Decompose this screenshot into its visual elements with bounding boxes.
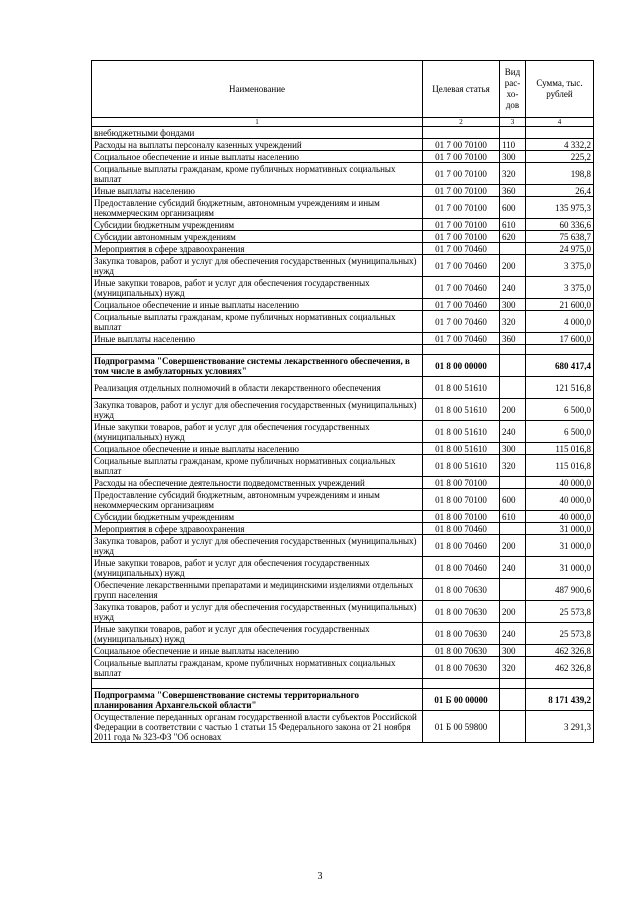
row-target-article [423, 345, 500, 355]
spacer-row [92, 679, 594, 689]
row-target-article: 01 8 00 70630 [423, 623, 500, 645]
row-sum: 462 326,8 [526, 657, 594, 679]
row-sum: 40 000,0 [526, 477, 594, 489]
row-target-article: 01 7 00 70100 [423, 219, 500, 231]
row-target-article: 01 8 00 70100 [423, 511, 500, 523]
table-row [92, 311, 594, 333]
row-sum [526, 127, 594, 139]
row-expense-kind [500, 127, 526, 139]
row-expense-kind: 600 [500, 489, 526, 511]
row-expense-kind [500, 711, 526, 743]
row-target-article: 01 7 00 70100 [423, 151, 500, 163]
row-name: Иные закупки товаров, работ и услуг для обеспечения государственных (муниципальных) нужд [92, 623, 423, 645]
row-sum: 115 016,8 [526, 455, 594, 477]
row-sum: 4 000,0 [526, 311, 594, 333]
row-sum: 25 573,8 [526, 623, 594, 645]
row-expense-kind: 320 [500, 311, 526, 333]
row-target-article: 01 8 00 51610 [423, 421, 500, 443]
row-expense-kind: 240 [500, 421, 526, 443]
row-expense-kind [500, 689, 526, 711]
row-expense-kind: 300 [500, 443, 526, 455]
row-expense-kind: 600 [500, 197, 526, 219]
row-expense-kind: 240 [500, 623, 526, 645]
row-expense-kind: 200 [500, 399, 526, 421]
row-target-article: 01 7 00 70460 [423, 277, 500, 299]
row-name: Социальные выплаты гражданам, кроме публичных нормативных социальных выплат [92, 311, 423, 333]
row-sum: 225,2 [526, 151, 594, 163]
table-row [92, 511, 594, 523]
row-target-article: 01 7 00 70100 [423, 231, 500, 243]
row-name: Иные выплаты населению [92, 333, 423, 345]
row-expense-kind [500, 679, 526, 689]
row-name [92, 345, 423, 355]
row-name: Закупка товаров, работ и услуг для обеспечения государственных (муниципальных) нужд [92, 535, 423, 557]
row-name: Социальные выплаты гражданам, кроме публичных нормативных социальных выплат [92, 163, 423, 185]
row-sum: 21 600,0 [526, 299, 594, 311]
row-name: Субсидии бюджетным учреждениям [92, 511, 423, 523]
row-target-article: 01 8 00 70460 [423, 557, 500, 579]
row-sum: 6 500,0 [526, 399, 594, 421]
header-sum: Сумма, тыс. рублей [526, 61, 594, 118]
table-row [92, 277, 594, 299]
header-row [92, 61, 594, 118]
row-target-article: 01 8 00 70460 [423, 535, 500, 557]
row-name: Иные закупки товаров, работ и услуг для обеспечения государственных (муниципальных) нужд [92, 557, 423, 579]
table-row [92, 243, 594, 255]
subprogram-row [92, 355, 594, 377]
row-sum: 24 975,0 [526, 243, 594, 255]
row-name: Субсидии бюджетным учреждениям [92, 219, 423, 231]
table-row [92, 127, 594, 139]
row-expense-kind: 320 [500, 657, 526, 679]
row-sum: 198,8 [526, 163, 594, 185]
table-row [92, 421, 594, 443]
column-numbers-row [92, 118, 594, 127]
row-sum: 462 326,8 [526, 645, 594, 657]
row-name: Обеспечение лекарственными препаратами и медицинскими изделиями отдельных групп населения [92, 579, 423, 601]
table-row [92, 601, 594, 623]
row-target-article: 01 8 00 51610 [423, 399, 500, 421]
row-name: Подпрограмма "Совершенствование системы территориального планирования Архангельской области" [92, 689, 423, 711]
row-expense-kind: 610 [500, 511, 526, 523]
row-sum: 3 291,3 [526, 711, 594, 743]
table-row [92, 163, 594, 185]
row-target-article: 01 8 00 70630 [423, 601, 500, 623]
row-sum: 4 332,2 [526, 139, 594, 151]
row-target-article: 01 Б 00 59800 [423, 711, 500, 743]
row-name: Социальные выплаты гражданам, кроме публичных нормативных социальных выплат [92, 657, 423, 679]
row-expense-kind [500, 243, 526, 255]
table-row [92, 711, 594, 743]
table-row [92, 623, 594, 645]
table-row [92, 185, 594, 197]
column-number: 4 [526, 118, 594, 127]
table-row [92, 657, 594, 679]
row-expense-kind [500, 477, 526, 489]
row-name: Иные закупки товаров, работ и услуг для обеспечения государственных (муниципальных) нужд [92, 421, 423, 443]
row-sum: 135 975,3 [526, 197, 594, 219]
row-sum: 75 638,7 [526, 231, 594, 243]
row-sum: 17 600,0 [526, 333, 594, 345]
table-row [92, 197, 594, 219]
row-name: Социальное обеспечение и иные выплаты населению [92, 645, 423, 657]
row-sum: 487 900,6 [526, 579, 594, 601]
table-row [92, 645, 594, 657]
row-name: Осуществление переданных органам государственной власти субъектов Российской Федерации в соответствии с частью 1 статьи 15 Федерального закона от 21 ноября 2011 года № 323-ФЗ "Об основах [92, 711, 423, 743]
table-row [92, 151, 594, 163]
row-target-article [423, 127, 500, 139]
header-target-article: Целевая статья [423, 61, 500, 118]
subprogram-row [92, 689, 594, 711]
row-sum: 26,4 [526, 185, 594, 197]
row-target-article: 01 8 00 70630 [423, 645, 500, 657]
page-number: 3 [317, 871, 323, 882]
row-sum: 680 417,4 [526, 355, 594, 377]
row-expense-kind [500, 377, 526, 399]
row-target-article: 01 7 00 70100 [423, 185, 500, 197]
row-name: Предоставление субсидий бюджетным, автономным учреждениям и иным некоммерческим организациям [92, 489, 423, 511]
row-name: Иные закупки товаров, работ и услуг для обеспечения государственных (муниципальных) нужд [92, 277, 423, 299]
row-sum: 115 016,8 [526, 443, 594, 455]
row-expense-kind: 320 [500, 163, 526, 185]
row-target-article [423, 679, 500, 689]
row-name: Социальное обеспечение и иные выплаты населению [92, 151, 423, 163]
row-expense-kind: 240 [500, 557, 526, 579]
row-sum: 31 000,0 [526, 523, 594, 535]
row-name: внебюджетными фондами [92, 127, 423, 139]
row-expense-kind: 200 [500, 601, 526, 623]
table-row [92, 333, 594, 345]
column-number: 2 [423, 118, 500, 127]
row-expense-kind [500, 523, 526, 535]
row-expense-kind: 240 [500, 277, 526, 299]
row-target-article: 01 7 00 70100 [423, 163, 500, 185]
row-expense-kind [500, 579, 526, 601]
table-row [92, 139, 594, 151]
row-target-article: 01 8 00 51610 [423, 443, 500, 455]
row-sum [526, 679, 594, 689]
row-name: Мероприятия в сфере здравоохранения [92, 523, 423, 535]
row-sum: 3 375,0 [526, 255, 594, 277]
row-name: Расходы на выплаты персоналу казенных учреждений [92, 139, 423, 151]
column-number: 1 [92, 118, 423, 127]
budget-table [91, 60, 594, 743]
row-sum: 121 516,8 [526, 377, 594, 399]
table-row [92, 579, 594, 601]
table-row [92, 255, 594, 277]
row-name: Иные выплаты населению [92, 185, 423, 197]
row-target-article: 01 8 00 70460 [423, 523, 500, 535]
table-row [92, 219, 594, 231]
header-expense-kind: Вид рас-хо-дов [500, 61, 526, 118]
row-expense-kind: 620 [500, 231, 526, 243]
row-name: Социальное обеспечение и иные выплаты населению [92, 299, 423, 311]
table-row [92, 535, 594, 557]
table-row [92, 443, 594, 455]
spacer-row [92, 345, 594, 355]
table-row [92, 399, 594, 421]
row-target-article: 01 7 00 70100 [423, 197, 500, 219]
row-target-article: 01 8 00 00000 [423, 355, 500, 377]
table-row [92, 377, 594, 399]
row-name [92, 679, 423, 689]
row-expense-kind: 110 [500, 139, 526, 151]
header-name: Наименование [92, 61, 423, 118]
row-expense-kind [500, 345, 526, 355]
row-target-article: 01 7 00 70460 [423, 311, 500, 333]
row-sum: 25 573,8 [526, 601, 594, 623]
row-expense-kind: 200 [500, 255, 526, 277]
row-expense-kind: 300 [500, 645, 526, 657]
row-name: Реализация отдельных полномочий в области лекарственного обеспечения [92, 377, 423, 399]
row-expense-kind: 300 [500, 299, 526, 311]
row-name: Закупка товаров, работ и услуг для обеспечения государственных (муниципальных) нужд [92, 601, 423, 623]
column-number: 3 [500, 118, 526, 127]
row-expense-kind: 200 [500, 535, 526, 557]
row-expense-kind: 300 [500, 151, 526, 163]
row-target-article: 01 7 00 70460 [423, 255, 500, 277]
row-target-article: 01 7 00 70460 [423, 243, 500, 255]
row-sum: 31 000,0 [526, 557, 594, 579]
row-target-article: 01 8 00 51610 [423, 377, 500, 399]
row-target-article: 01 8 00 70100 [423, 489, 500, 511]
row-expense-kind: 610 [500, 219, 526, 231]
row-sum: 40 000,0 [526, 511, 594, 523]
row-sum: 6 500,0 [526, 421, 594, 443]
row-target-article: 01 8 00 70100 [423, 477, 500, 489]
row-sum [526, 345, 594, 355]
row-expense-kind: 320 [500, 455, 526, 477]
row-target-article: 01 7 00 70460 [423, 333, 500, 345]
table-row [92, 455, 594, 477]
table-row [92, 477, 594, 489]
row-expense-kind: 360 [500, 185, 526, 197]
table-row [92, 299, 594, 311]
row-name: Социальное обеспечение и иные выплаты населению [92, 443, 423, 455]
row-name: Подпрограмма "Совершенствование системы лекарственного обеспечения, в том числе в амбулаторных условиях" [92, 355, 423, 377]
row-sum: 31 000,0 [526, 535, 594, 557]
table-row [92, 523, 594, 535]
row-name: Закупка товаров, работ и услуг для обеспечения государственных (муниципальных) нужд [92, 255, 423, 277]
row-sum: 8 171 439,2 [526, 689, 594, 711]
row-target-article: 01 8 00 70630 [423, 579, 500, 601]
row-target-article: 01 7 00 70100 [423, 139, 500, 151]
row-name: Субсидии автономным учреждениям [92, 231, 423, 243]
row-sum: 40 000,0 [526, 489, 594, 511]
row-target-article: 01 8 00 70630 [423, 657, 500, 679]
row-name: Закупка товаров, работ и услуг для обеспечения государственных (муниципальных) нужд [92, 399, 423, 421]
row-sum: 60 336,6 [526, 219, 594, 231]
row-name: Предоставление субсидий бюджетным, автономным учреждениям и иным некоммерческим организациям [92, 197, 423, 219]
row-target-article: 01 8 00 51610 [423, 455, 500, 477]
table-row [92, 557, 594, 579]
row-target-article: 01 7 00 70460 [423, 299, 500, 311]
row-expense-kind [500, 355, 526, 377]
table-row [92, 231, 594, 243]
table-row [92, 489, 594, 511]
row-sum: 3 375,0 [526, 277, 594, 299]
row-target-article: 01 Б 00 00000 [423, 689, 500, 711]
row-name: Мероприятия в сфере здравоохранения [92, 243, 423, 255]
row-name: Социальные выплаты гражданам, кроме публичных нормативных социальных выплат [92, 455, 423, 477]
row-name: Расходы на обеспечение деятельности подведомственных учреждений [92, 477, 423, 489]
row-expense-kind: 360 [500, 333, 526, 345]
